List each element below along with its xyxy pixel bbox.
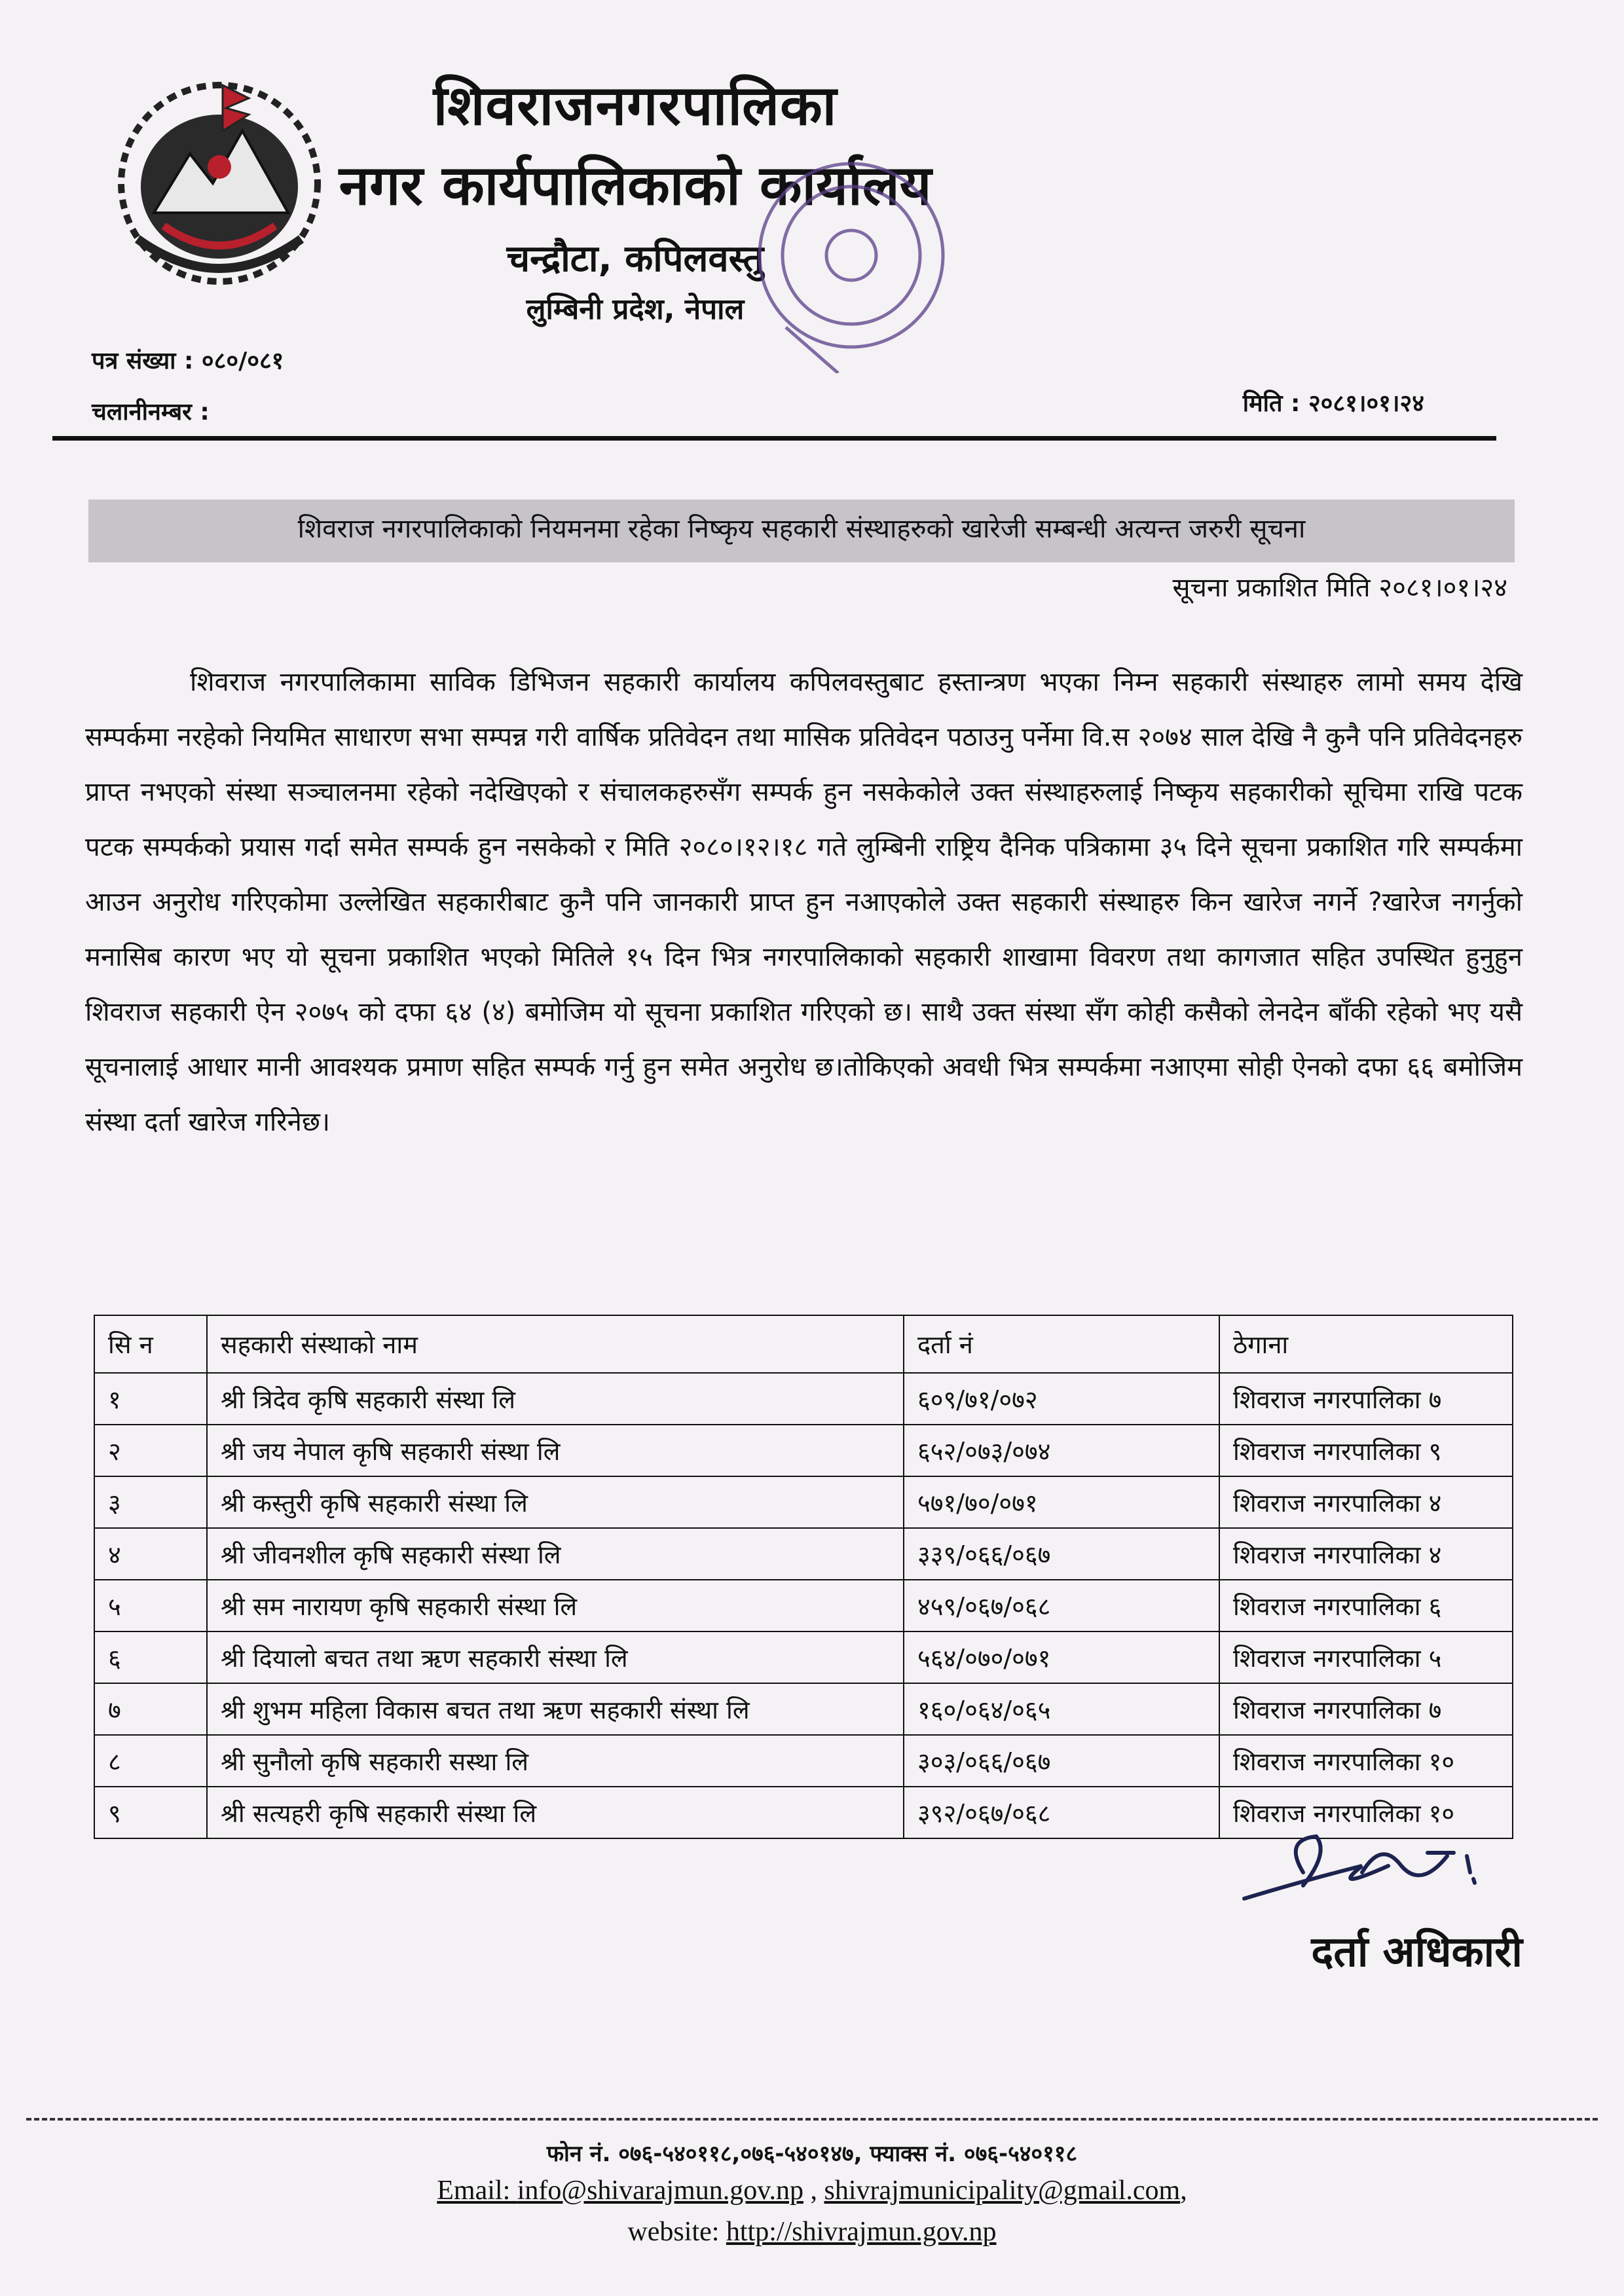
footer-divider [26,2118,1598,2121]
office-province: लुम्बिनी प्रदेश, नेपाल [526,293,745,326]
website-link[interactable]: http://shivrajmun.gov.np [726,2217,997,2247]
notice-body: शिवराज नगरपालिकामा साविक डिभिजन सहकारी कार्यालय कपिलवस्तुबाट हस्तान्त्रण भएका निम्न सहकारी संस्थाहरु लामो समय देखि सम्पर्कमा नरहेको नियमित साधारण सभा सम्पन्न गरी वार्षिक प्रतिवेदन तथा मासिक प्रतिवेदन पठाउनु पर्नेमा वि.स २०७४ साल देखि नै कुनै पनि प्रतिवेदनहरु प्राप्त नभएको संस्था सञ्चालनमा रहेको नदेखिएको र संचालकहरुसँग सम्पर्क हुन नसकेकोले उक्त संस्थाहरुलाई निष्कृय सहकारीको सूचिमा राखि पटक पटक सम्पर्कको प्रयास गर्दा समेत सम्पर्क हुन नसकेको र मिति २०८०।१२।१८ गते लुम्बिनी राष्ट्रिय दैनिक पत्रिकामा ३५ दिने सूचना प्रकाशित गरि सम्पर्कमा आउन अनुरोध गरिएकोमा उल्लेखित सहकारीबाट कुनै पनि जानकारी प्राप्त हुन नआएकोले उक्त सहकारी संस्थाहरु किन खारेज नगर्ने ?खारेज नगर्नुको मनासिब कारण भए यो सूचना प्रकाशित भएको मितिले १५ दिन भित्र नगरपालिकाको सहकारी शाखामा विवरण तथा कागजात सहित उपस्थित हुनुहुन शिवराज सहकारी ऐन २०७५ को दफा ६४ (४) बमोजिम यो सूचना प्रकाशित गरिएको छ। साथै उक्त संस्था सँग कोही कसैको लेनदेन बाँकी रहेको भए यसै सूचनालाई आधार मानी आवश्यक प्रमाण सहित सम्पर्क गर्नु हुन समेत अनुरोध छ।तोकिएको अवधी भित्र सम्पर्कमा नआएमा सोही ऐनको दफा ६६ बमोजिम संस्था दर्ता खारेज गरिनेछ। [85,667,1522,1137]
municipality-name: शिवराजनगरपालिका [433,73,838,137]
cell-sn: ७ [94,1683,207,1735]
signatory-title: दर्ता अधिकारी [1311,1928,1522,1977]
table-row [94,1425,1513,1476]
footer-website-line [0,2216,1624,2248]
cell-sn: ५ [94,1580,207,1631]
office-address: चन्द्रौटा, कपिलवस्तु [506,238,764,280]
cell-sn: ९ [94,1787,207,1838]
cell-sn: ८ [94,1735,207,1787]
table-row [94,1580,1513,1631]
table-row [94,1528,1513,1580]
email-separator: , [803,2176,824,2206]
cell-sn: २ [94,1425,207,1476]
cell-address: शिवराज नगरपालिका ६ [1219,1580,1513,1631]
cell-registration: ३०३/०६६/०६७ [904,1735,1219,1787]
cell-sn: ४ [94,1528,207,1580]
table-row [94,1373,1513,1425]
cell-registration: ३९२/०६७/०६८ [904,1787,1219,1838]
email-trailing: , [1180,2176,1187,2206]
cell-sn: १ [94,1373,207,1425]
column-header-registration: दर्ता नं [904,1315,1219,1373]
cell-address: शिवराज नगरपालिका ४ [1219,1528,1513,1580]
cell-name: श्री दियालो बचत तथा ऋण सहकारी संस्था लि [207,1631,904,1683]
column-header-sn: सि न [94,1315,207,1373]
header-divider [52,436,1496,441]
email-link-info[interactable]: info@shivarajmun.gov.np [517,2176,803,2206]
cell-address: शिवराज नगरपालिका ७ [1219,1373,1513,1425]
cell-sn: ३ [94,1476,207,1528]
cell-name: श्री कस्तुरी कृषि सहकारी संस्था लि [207,1476,904,1528]
office-stamp-icon [655,157,982,373]
table-row [94,1735,1513,1787]
cell-registration: ५७१/७०/०७१ [904,1476,1219,1528]
cooperatives-table [94,1315,1513,1839]
cell-name: श्री शुभम महिला विकास बचत तथा ऋण सहकारी संस्था लि [207,1683,904,1735]
reference-number: पत्र संख्या : ०८०/०८१ [92,348,284,374]
notice-title: शिवराज नगरपालिकाको नियमनमा रहेका निष्कृय सहकारी संस्थाहरुको खारेजी सम्बन्धी अत्यन्त जरुरी सूचना [297,514,1306,544]
handwritten-signature-icon [1231,1827,1532,1925]
table-row [94,1476,1513,1528]
cell-address: शिवराज नगरपालिका ४ [1219,1476,1513,1528]
cell-name: श्री सुनौलो कृषि सहकारी सस्था लि [207,1735,904,1787]
cell-name: श्री त्रिदेव कृषि सहकारी संस्था लि [207,1373,904,1425]
office-name: नगर कार्यपालिकाको कार्यालय [339,153,932,217]
cell-registration: ३३९/०६६/०६७ [904,1528,1219,1580]
cell-registration: ६५२/०७३/०७४ [904,1425,1219,1476]
cell-name: श्री सम नारायण कृषि सहकारी संस्था लि [207,1580,904,1631]
email-link-gmail[interactable]: shivrajmunicipality@gmail.com [824,2176,1181,2206]
cell-address: शिवराज नगरपालिका १० [1219,1735,1513,1787]
column-header-name: सहकारी संस्थाको नाम [207,1315,904,1373]
footer-email-line [0,2175,1624,2206]
cell-registration: ६०९/७१/०७२ [904,1373,1219,1425]
email-prefix: Email: [437,2176,517,2206]
cell-registration: ४५९/०६७/०६८ [904,1580,1219,1631]
cell-address: शिवराज नगरपालिका ९ [1219,1425,1513,1476]
publish-date: सूचना प्रकाशित मिति २०८१।०१।२४ [1172,573,1507,603]
table-row [94,1631,1513,1683]
cell-name: श्री सत्यहरी कृषि सहकारी संस्था लि [207,1787,904,1838]
cell-registration: ५६४/०७०/०७१ [904,1631,1219,1683]
cell-address: शिवराज नगरपालिका ७ [1219,1683,1513,1735]
footer-phone: फोन नं. ०७६-५४०११८,०७६-५४०१४७, फ्याक्स नं. ०७६-५४०११८ [546,2141,1078,2167]
cell-name: श्री जीवनशील कृषि सहकारी संस्था लि [207,1528,904,1580]
cell-address: शिवराज नगरपालिका १० [1219,1787,1513,1838]
website-prefix: website: [627,2217,726,2247]
cell-name: श्री जय नेपाल कृषि सहकारी संस्था लि [207,1425,904,1476]
table-header-row [94,1315,1513,1373]
cell-address: शिवराज नगरपालिका ५ [1219,1631,1513,1683]
column-header-address: ठेगाना [1219,1315,1513,1373]
dispatch-number: चलानीनम्बर : [92,399,210,426]
table-row [94,1683,1513,1735]
cell-registration: १६०/०६४/०६५ [904,1683,1219,1735]
cell-sn: ६ [94,1631,207,1683]
letter-date: मिति : २०८१।०१।२४ [1242,390,1424,417]
